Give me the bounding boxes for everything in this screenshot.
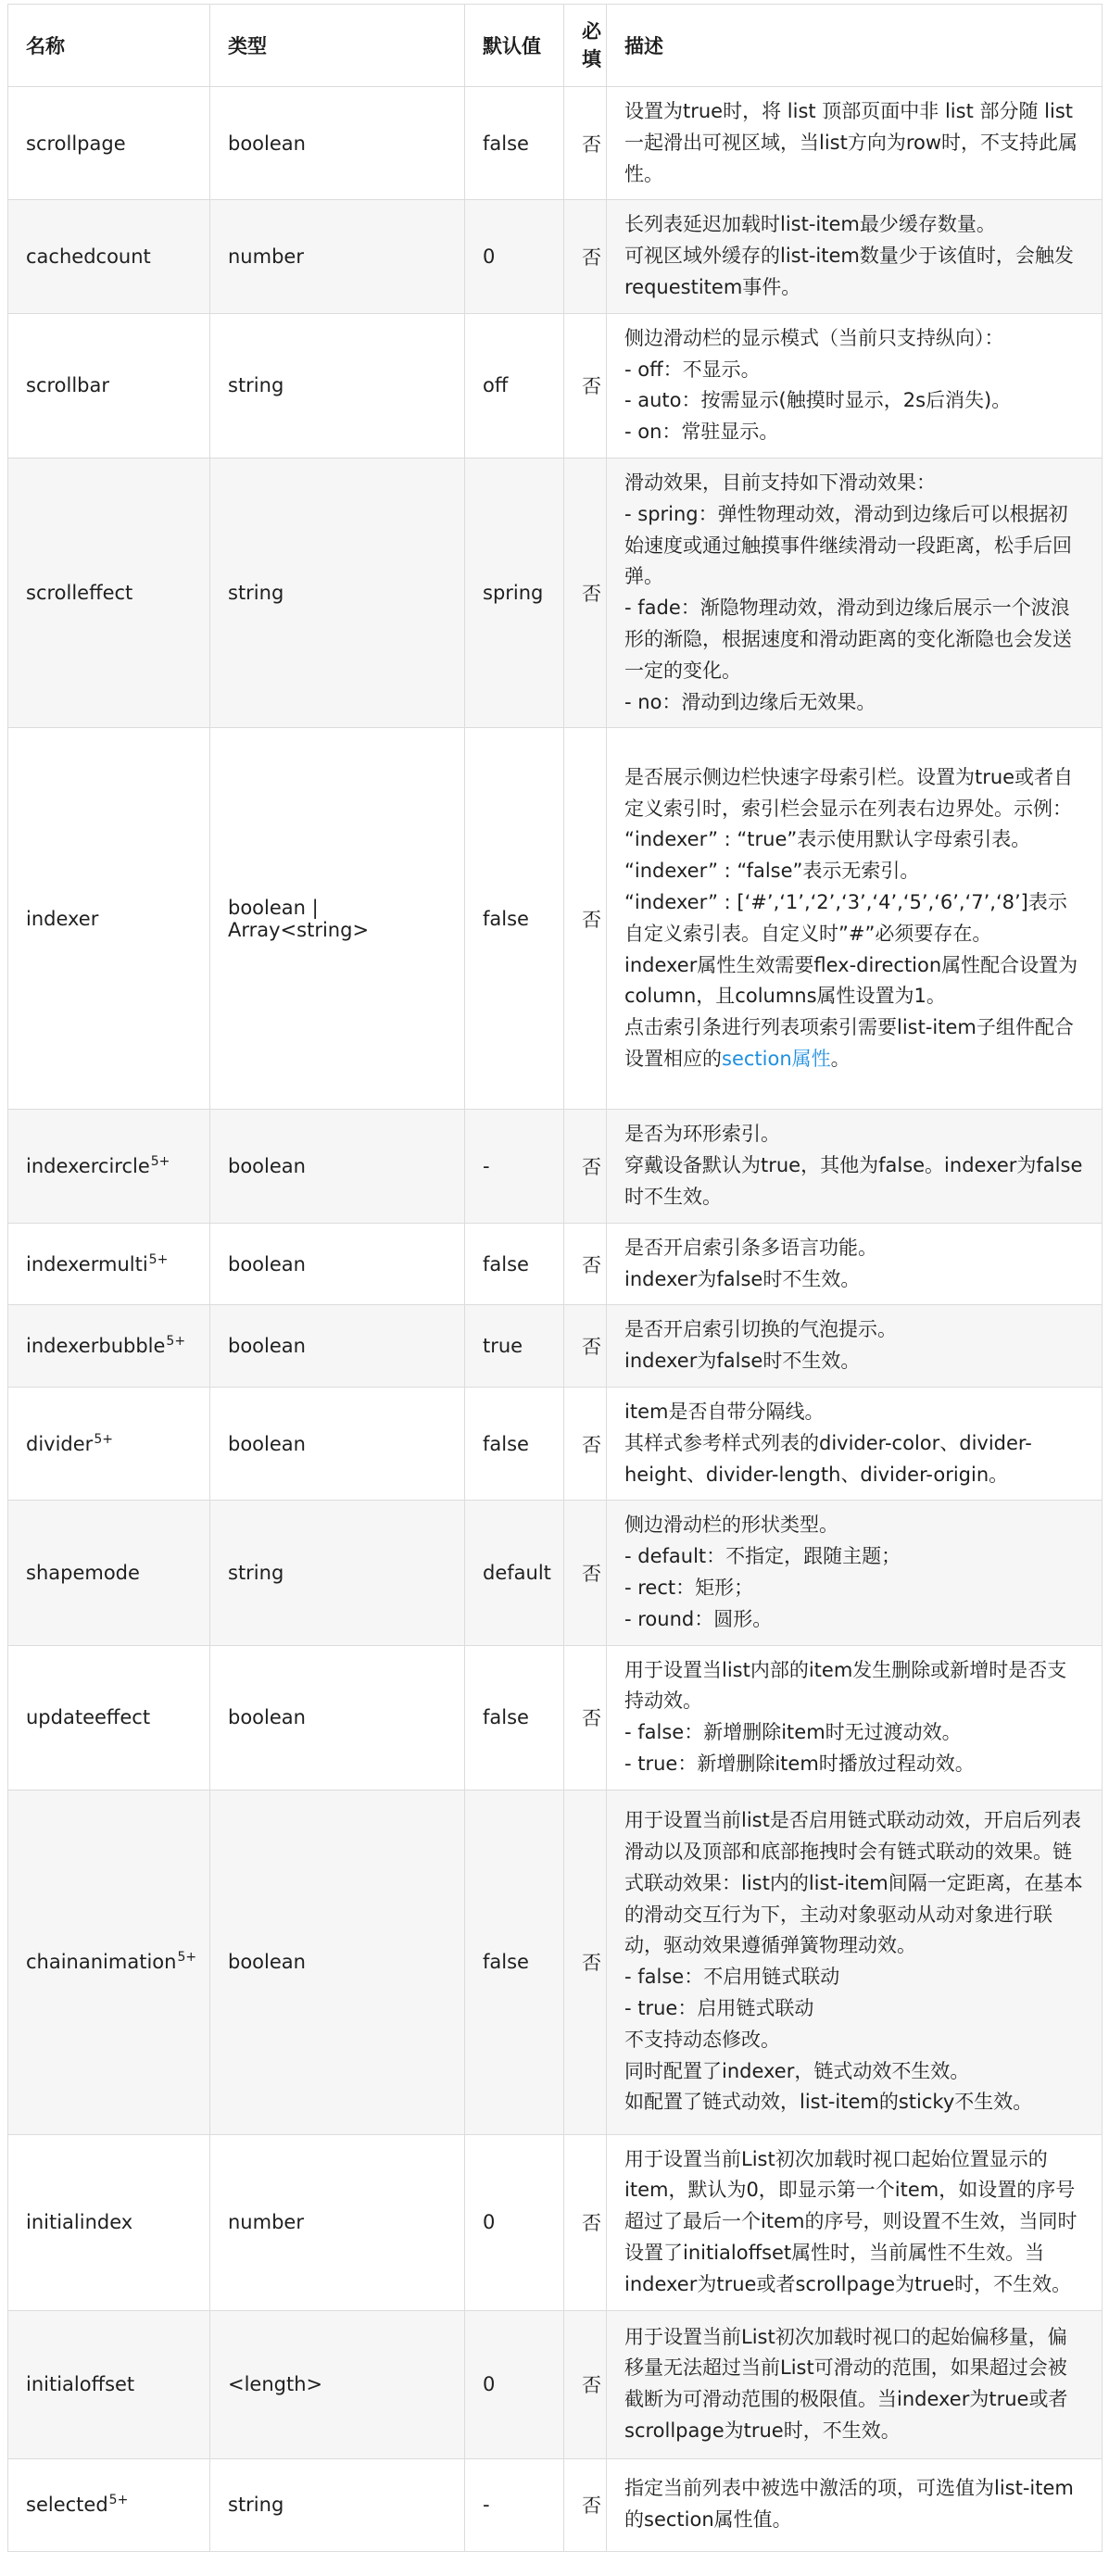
- header-required: [564, 5, 607, 87]
- cell-type: boolean: [210, 1305, 465, 1388]
- attr-name: shapemode: [26, 1561, 140, 1584]
- desc-line: item是否自带分隔线。: [624, 1400, 825, 1423]
- desc-line: 是否展示侧边栏快速字母索引栏。设置为true或者自定义索引时，索引栏会显示在列表右边界处。示例：: [624, 765, 1074, 820]
- cell-name: [8, 200, 210, 313]
- cell-default: false: [465, 1387, 564, 1500]
- cell-required: 否: [564, 458, 607, 727]
- version-badge: 5+: [177, 1950, 197, 1966]
- cell-default: false: [465, 87, 564, 200]
- desc-line: - default：不指定，跟随主题；: [624, 1545, 901, 1568]
- cell-default: 0: [465, 200, 564, 313]
- desc-line: - fade：渐隐物理动效，滑动到边缘后展示一个波浪形的渐隐，根据速度和滑动距离的变化渐隐也会发送一定的变化。: [624, 597, 1072, 682]
- attributes-table: [7, 4, 1103, 2552]
- cell-required: 否: [564, 87, 607, 200]
- attr-name: scrollbar: [26, 374, 110, 397]
- cell-name: [8, 1110, 210, 1223]
- table-body: [8, 87, 1103, 2552]
- cell-name: [8, 458, 210, 727]
- version-badge: 5+: [148, 1251, 169, 1267]
- cell-name: [8, 1305, 210, 1388]
- desc-line: - false：新增删除item时无过渡动效。: [624, 1721, 962, 1744]
- cell-required: 否: [564, 1790, 607, 2134]
- desc-line: - round：圆形。: [624, 1607, 773, 1630]
- cell-type: number: [210, 200, 465, 313]
- desc-line: 用于设置当前list是否启用链式联动动效，开启后列表滑动以及顶部和底部拖拽时会有链式联动的效果。链式联动效果：list内的list-item间隔一定距离，在基本的滑动交互行为下，主动对象驱动从动对象进行联动，驱动效果遵循弹簧物理动效。: [624, 1809, 1083, 1957]
- section-attr-link[interactable]: section属性: [722, 1048, 831, 1071]
- desc-text: 点击索引条进行列表项索引需要list-item子组件配合设置相应的: [624, 1016, 1074, 1071]
- cell-type: string: [210, 313, 465, 458]
- desc-line: “indexer” : “true”表示使用默认字母索引表。: [624, 828, 1031, 851]
- attr-name: divider: [26, 1432, 94, 1455]
- cell-required: 否: [564, 1645, 607, 1790]
- cell-required: 否: [564, 1223, 607, 1305]
- desc-line: 长列表延迟加载时list-item最少缓存数量。: [624, 213, 996, 236]
- cell-name: [8, 2458, 210, 2551]
- cell-desc: [607, 1305, 1103, 1388]
- table-row: [8, 1387, 1103, 1500]
- desc-line: 用于设置当list内部的item发生删除或新增时是否支持动效。: [624, 1658, 1067, 1713]
- cell-type: boolean | Array<string>: [210, 728, 465, 1110]
- desc-line: - off：不显示。: [624, 358, 761, 381]
- cell-default: true: [465, 1305, 564, 1388]
- cell-required: 否: [564, 728, 607, 1110]
- cell-type: boolean: [210, 1387, 465, 1500]
- cell-name: [8, 1790, 210, 2134]
- cell-required: 否: [564, 1110, 607, 1223]
- attr-name: updateeffect: [26, 1706, 151, 1729]
- desc-line: - auto：按需显示(触摸时显示，2s后消失)。: [624, 389, 1012, 412]
- desc-line: - rect：矩形；: [624, 1576, 754, 1599]
- desc-line: “indexer” : “false”表示无索引。: [624, 860, 920, 883]
- desc-text: 。: [830, 1048, 851, 1071]
- desc-line: 用于设置当前List初次加载时视口的起始偏移量，偏移量无法超过当前List可滑动的范围，如果超过会被截断为可滑动范围的极限值。当indexer为true或者scrollpage为true时，不生效。: [624, 2325, 1068, 2442]
- desc-line: 侧边滑动栏的形状类型。: [624, 1514, 838, 1537]
- attr-name: scrolleffect: [26, 582, 133, 605]
- cell-desc: [607, 458, 1103, 727]
- table-row: [8, 728, 1103, 1110]
- desc-line: - no：滑动到边缘后无效果。: [624, 690, 876, 713]
- desc-line: 可视区域外缓存的list-item数量少于该值时，会触发requestitem事件。: [624, 245, 1074, 298]
- table-row: [8, 313, 1103, 458]
- version-badge: 5+: [94, 1431, 113, 1447]
- version-badge: 5+: [166, 1334, 186, 1350]
- desc-line: 穿戴设备默认为true，其他为false。indexer为false时不生效。: [624, 1154, 1083, 1208]
- cell-default: false: [465, 728, 564, 1110]
- table-row: [8, 1645, 1103, 1790]
- cell-default: 0: [465, 2310, 564, 2458]
- cell-desc: [607, 313, 1103, 458]
- cell-required: 否: [564, 1305, 607, 1388]
- header-row: [8, 5, 1103, 87]
- cell-default: default: [465, 1501, 564, 1645]
- cell-desc: [607, 2458, 1103, 2551]
- desc-line: 滑动效果，目前支持如下滑动效果：: [624, 471, 936, 494]
- table-row: [8, 87, 1103, 200]
- attr-name: selected: [26, 2494, 108, 2517]
- table-row: [8, 1790, 1103, 2134]
- desc-line: 如配置了链式动效，list-item的sticky不生效。: [624, 2091, 1033, 2114]
- table-row: [8, 1110, 1103, 1223]
- desc-line: indexer为false时不生效。: [624, 1267, 861, 1290]
- header-name: 名称: [8, 5, 210, 87]
- cell-default: false: [465, 1790, 564, 2134]
- cell-desc: [607, 1501, 1103, 1645]
- cell-name: [8, 87, 210, 200]
- desc-line: - spring：弹性物理动效，滑动到边缘后可以根据初始速度或通过触摸事件继续滑动一段距离，松手后回弹。: [624, 502, 1072, 588]
- cell-type: boolean: [210, 1790, 465, 2134]
- table-row: [8, 1223, 1103, 1305]
- cell-name: [8, 1387, 210, 1500]
- cell-desc: [607, 1790, 1103, 2134]
- cell-default: -: [465, 1110, 564, 1223]
- desc-line: 设置为true时，将 list 顶部页面中非 list 部分随 list 一起滑出可视区域，当list方向为row时，不支持此属性。: [624, 100, 1078, 185]
- cell-type: string: [210, 1501, 465, 1645]
- table-header: [8, 5, 1103, 87]
- header-desc: 描述: [607, 5, 1103, 87]
- cell-name: [8, 1501, 210, 1645]
- table-row: [8, 2310, 1103, 2458]
- header-required-label: 必填: [582, 20, 601, 70]
- desc-line: 是否开启索引条多语言功能。: [624, 1236, 877, 1259]
- cell-name: [8, 1645, 210, 1790]
- desc-line: - false：不启用链式联动: [624, 1966, 840, 1989]
- cell-required: 否: [564, 1387, 607, 1500]
- cell-desc: [607, 1223, 1103, 1305]
- cell-desc: [607, 200, 1103, 313]
- attr-name: scrollpage: [26, 132, 126, 155]
- cell-default: false: [465, 1645, 564, 1790]
- cell-name: [8, 313, 210, 458]
- table-row: [8, 2134, 1103, 2310]
- desc-line: 同时配置了indexer，链式动效不生效。: [624, 2059, 970, 2082]
- cell-default: spring: [465, 458, 564, 727]
- header-default: 默认值: [465, 5, 564, 87]
- cell-type: number: [210, 2134, 465, 2310]
- cell-required: 否: [564, 313, 607, 458]
- cell-required: 否: [564, 1501, 607, 1645]
- cell-type: boolean: [210, 1110, 465, 1223]
- attr-name: indexermulti: [26, 1252, 148, 1275]
- cell-desc: [607, 2134, 1103, 2310]
- cell-default: false: [465, 1223, 564, 1305]
- attr-name: indexercircle: [26, 1155, 150, 1178]
- header-type: 类型: [210, 5, 465, 87]
- desc-line: indexer属性生效需要flex-direction属性配合设置为column，且columns属性设置为1。: [624, 953, 1078, 1008]
- desc-line: 是否为环形索引。: [624, 1123, 780, 1146]
- attr-name: indexer: [26, 907, 99, 930]
- attr-name: initialindex: [26, 2211, 133, 2234]
- cell-name: [8, 728, 210, 1110]
- cell-type: <length>: [210, 2310, 465, 2458]
- cell-type: string: [210, 2458, 465, 2551]
- cell-type: string: [210, 458, 465, 727]
- version-badge: 5+: [108, 2493, 129, 2508]
- cell-type: boolean: [210, 1645, 465, 1790]
- cell-name: [8, 2310, 210, 2458]
- desc-line: - true：新增删除item时播放过程动效。: [624, 1752, 975, 1775]
- table-row: [8, 1501, 1103, 1645]
- desc-line: 其样式参考样式列表的divider-color、divider-height、divider-length、divider-origin。: [624, 1431, 1032, 1486]
- cell-desc: [607, 2310, 1103, 2458]
- desc-line: 不支持动态修改。: [624, 2028, 780, 2051]
- desc-line: 用于设置当前List初次加载时视口起始位置显示的item，默认为0，即显示第一个item，如设置的序号超过了最后一个item的序号，则设置不生效，当同时设置了initialoffset属性时，当前属性不生效。当indexer为true或者scrollpage为true时，不生效。: [624, 2147, 1077, 2295]
- table-row: [8, 200, 1103, 313]
- desc-line: - on：常驻显示。: [624, 421, 779, 444]
- attr-name: chainanimation: [26, 1951, 177, 1974]
- table-row: [8, 1305, 1103, 1388]
- cell-default: off: [465, 313, 564, 458]
- cell-required: 否: [564, 2134, 607, 2310]
- cell-default: 0: [465, 2134, 564, 2310]
- desc-line: 侧边滑动栏的显示模式（当前只支持纵向）：: [624, 326, 1004, 349]
- desc-line: - true：启用链式联动: [624, 1996, 814, 2019]
- version-badge: 5+: [150, 1154, 170, 1170]
- desc-line: indexer为false时不生效。: [624, 1350, 861, 1373]
- cell-required: 否: [564, 2458, 607, 2551]
- attr-name: indexerbubble: [26, 1335, 166, 1358]
- attr-name: initialoffset: [26, 2373, 135, 2396]
- cell-required: 否: [564, 2310, 607, 2458]
- cell-desc: [607, 1110, 1103, 1223]
- cell-desc: [607, 728, 1103, 1110]
- cell-default: -: [465, 2458, 564, 2551]
- cell-name: [8, 2134, 210, 2310]
- attr-name: cachedcount: [26, 245, 151, 269]
- desc-line: 指定当前列表中被选中激活的项，可选值为list-item的section属性值。: [624, 2477, 1074, 2532]
- table-row: [8, 2458, 1103, 2551]
- cell-type: boolean: [210, 87, 465, 200]
- desc-line: “indexer” : [‘#’,‘1’,‘2’,‘3’,‘4’,‘5’,‘6’,‘7’,‘8’]表示自定义索引表。自定义时”#”必须要存在。: [624, 891, 1067, 945]
- cell-desc: [607, 1387, 1103, 1500]
- desc-line: 是否开启索引切换的气泡提示。: [624, 1318, 897, 1341]
- cell-desc: [607, 1645, 1103, 1790]
- cell-type: boolean: [210, 1223, 465, 1305]
- table-row: [8, 458, 1103, 727]
- cell-name: [8, 1223, 210, 1305]
- cell-required: 否: [564, 200, 607, 313]
- cell-desc: [607, 87, 1103, 200]
- desc-line-with-link: [624, 1012, 1083, 1075]
